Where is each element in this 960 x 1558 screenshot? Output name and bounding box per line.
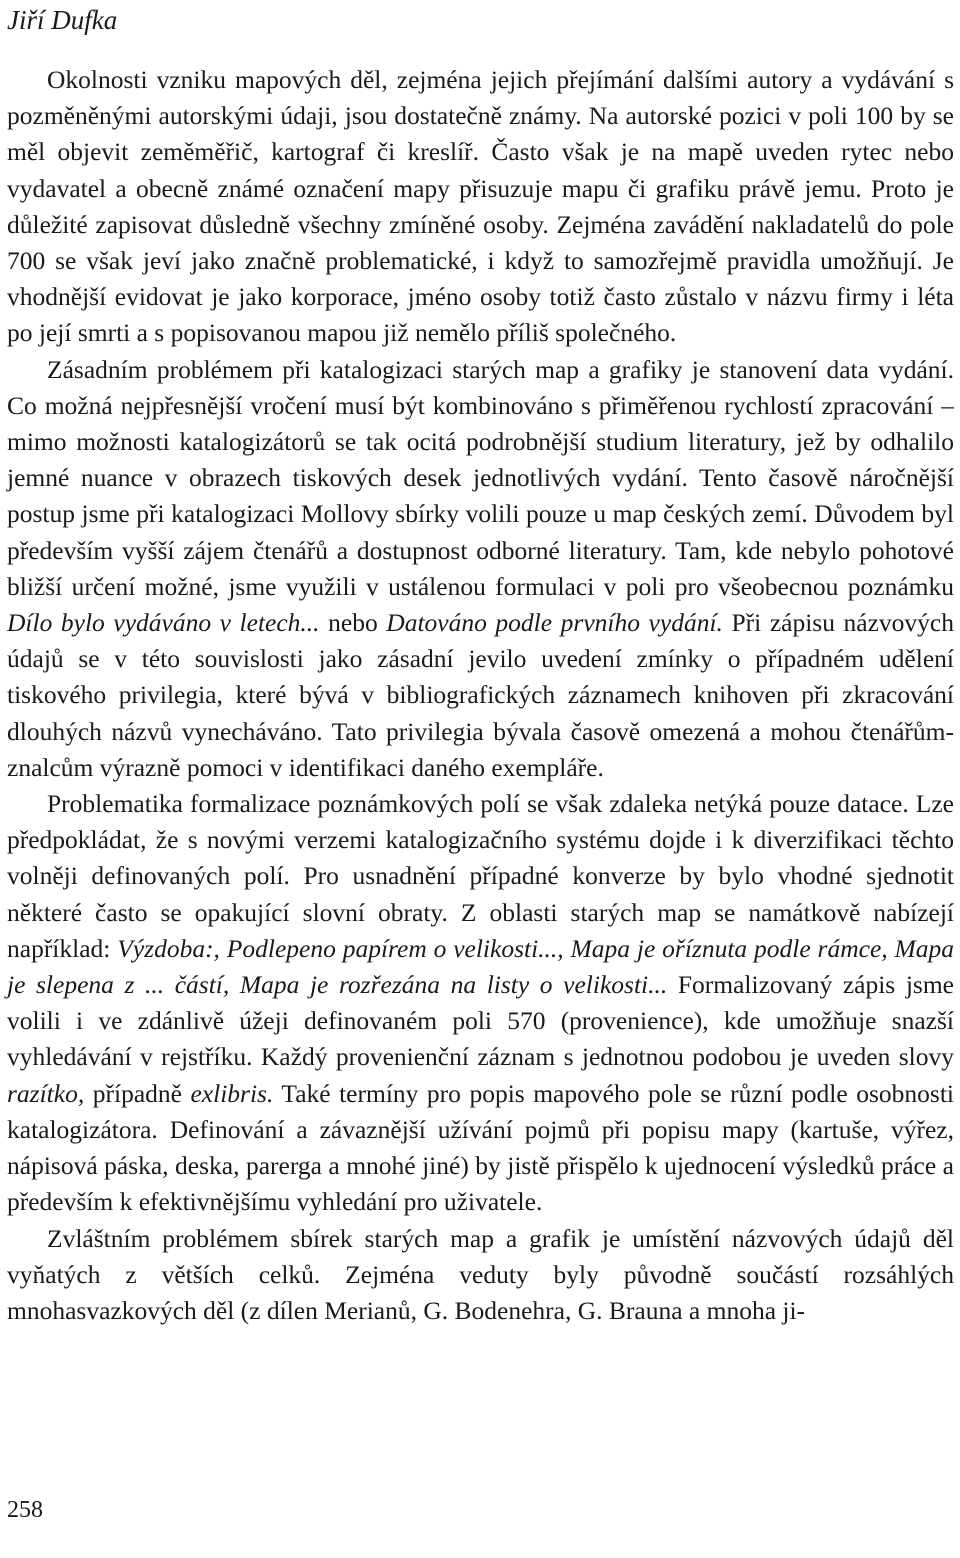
- text-run: Také termíny pro popis mapového pole se různí podle osobnosti katalogizátora. Definování a závaznější užívání pojmů při popisu mapy (kartuše, výřez, nápisová páska, deska, parerga a mnohé jiné) by jistě přispělo k ujednocení výsledků práce a především k efektivnějšímu vyhledání pro uživatele.: [7, 1078, 954, 1217]
- text-run: Při zápisu názvových údajů se v této souvislosti jako zásadní jevilo uvedení zmínky o případném udělení tiskového privilegia, které bývá v bibliografických záznamech knihoven při zkracování dlouhých názvů vynecháváno. Tato privilegia bývala časově omezená a mohou čtenářům-znalcům výrazně pomoci v identifikaci daného exempláře.: [7, 608, 954, 782]
- paragraph: [7, 786, 954, 1220]
- italic-phrase: Výzdoba:, Podlepeno papírem o velikosti..., Mapa je oříznuta podle rámce, Mapa je slepena z ... částí, Mapa je rozřezána na listy o velikosti...: [7, 933, 954, 1000]
- page-number: 258: [7, 1497, 43, 1523]
- text-run: Zvláštním problémem sbírek starých map a grafik je umístění názvových údajů děl vyňatých z větších celků. Zejména veduty byly původně součástí rozsáhlých mnohasvazkových děl (z dílen Merianů, G. Bodenehra, G. Brauna a mnoha ji-: [7, 1223, 954, 1325]
- paragraph: [7, 62, 954, 352]
- text-run: případně: [84, 1078, 191, 1108]
- paragraph: [7, 352, 954, 786]
- italic-phrase: Dílo bylo vydáváno v letech...: [7, 608, 320, 638]
- text-run: Okolnosti vzniku mapových děl, zejména jejich přejímání dalšími autory a vydávání s pozměněnými autorskými údaji, jsou dostatečně známy. Na autorské pozici v poli 100 by se měl objevit zeměměřič, kartograf či kreslíř. Často však je na mapě uveden rytec nebo vydavatel a obecně známé označení mapy přisuzuje mapu či grafiku právě jemu. Proto je důležité zapisovat důsledně všechny zmíněné osoby. Zejména zavádění nakladatelů do pole 700 se však jeví jako značně problematické, i když to samozřejmě pravidla umožňují. Je vhodnější evidovat je jako korporace, jméno osoby totiž často zůstalo v názvu firmy i léta po její smrti a s popisovanou mapou již nemělo příliš společného.: [7, 65, 954, 348]
- text-run: Formalizovaný zápis jsme volili i ve zdánlivě úžeji definovaném poli 570 (provenience), kde umožňuje snazší vyhledávání v rejstříku. Každý provenienční záznam s jednotnou podobou je uveden slovy: [7, 970, 954, 1072]
- running-head-author: Jiří Dufka: [7, 5, 118, 35]
- italic-phrase: razítko,: [7, 1078, 85, 1108]
- italic-phrase: Datováno podle prvního vydání.: [386, 608, 723, 638]
- text-run: Problematika formalizace poznámkových polí se však zdaleka netýká pouze datace. Lze předpokládat, že s novými verzemi katalogizačního systému dojde i k diverzifikaci těchto volněji definovaných polí. Pro usnadnění případné konverze by bylo vhodné sjednotit některé často se opakující slovní obraty. Z oblasti starých map se namátkově nabízejí například:: [7, 789, 954, 963]
- text-run: Zásadním problémem při katalogizaci starých map a grafiky je stanovení data vydání. Co možná nejpřesnější vročení musí být kombinováno s přiměřenou rychlostí zpracování – mimo možnosti katalogizátorů se tak ocitá podrobnější studium literatury, jež by odhalilo jemné nuance v obrazech tiskových desek jednotlivých vydání. Tento časově náročnější postup jsme při katalogizaci Mollovy sbírky volili pouze u map českých zemí. Důvodem byl především vyšší zájem čtenářů a dostupnost odborné literatury. Tam, kde nebylo pohotové bližší určení možné, jsme využili v ustálenou formulaci v poli pro všeobecnou poznámku: [7, 354, 954, 601]
- body-text: [7, 62, 954, 1329]
- text-run: nebo: [319, 608, 387, 638]
- paragraph: [7, 1221, 954, 1330]
- italic-phrase: exlibris.: [190, 1078, 274, 1108]
